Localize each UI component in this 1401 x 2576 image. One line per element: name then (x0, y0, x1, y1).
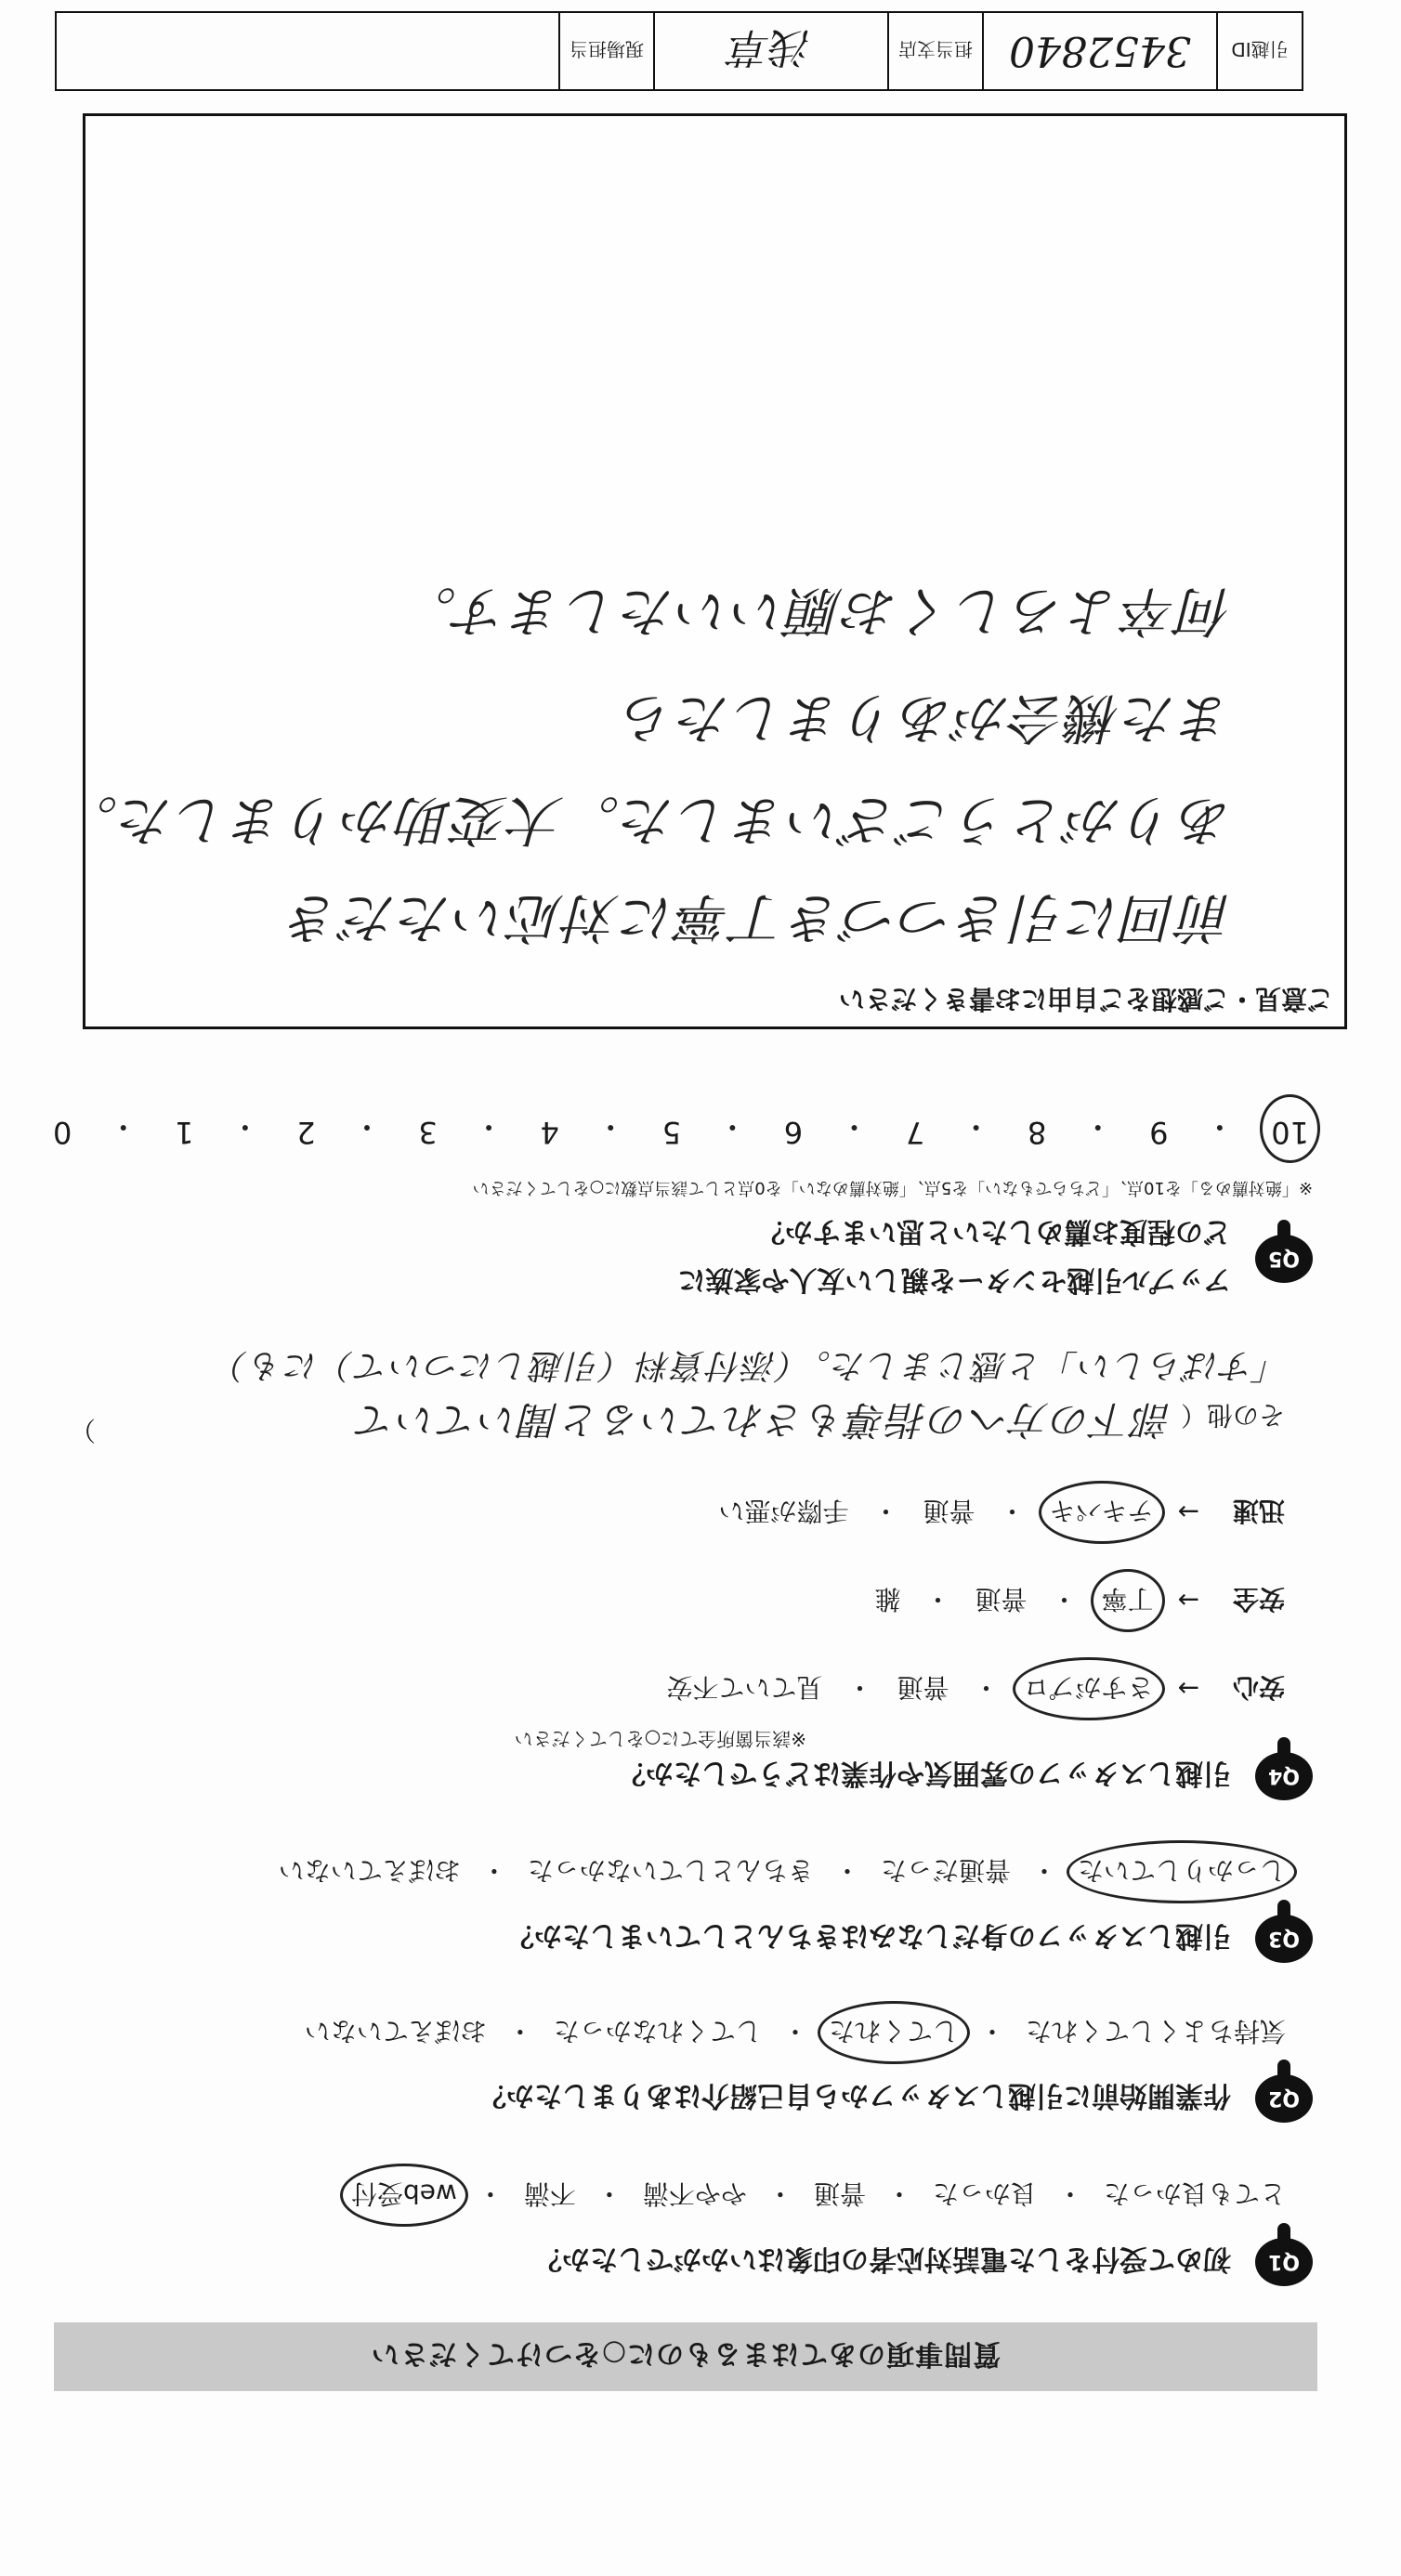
q4-option-selected[interactable]: 丁寧 (1098, 1582, 1158, 1619)
branch-label: 担当支店 (887, 13, 982, 89)
q1-option[interactable]: 良かった (932, 2178, 1037, 2209)
instruction-banner: 質問事項のあてはまるものに○をつけてください (54, 2322, 1317, 2391)
comment-line: ありがとうございました。大変助かりました。 (61, 789, 1233, 852)
q3-options: しっかりしていた ・ 普通だった ・ きちんとしていなかった ・ おぼえていない (275, 1853, 1290, 1890)
question-5 (678, 1214, 1314, 1303)
q3-option[interactable]: 普通だった (880, 1855, 1011, 1886)
q4-row-jinsoku: 迅速 → テキパキ ・ 普通 ・ 手際が悪い (714, 1494, 1285, 1531)
header-table (55, 11, 1303, 91)
q4-row-anzen: 安全 → 丁寧 ・ 普通 ・ 雑 (871, 1582, 1285, 1619)
q4-option[interactable]: 見ていて不安 (666, 1672, 823, 1703)
q4-other: その他（ 部下の方への指導もされていると聞いていて ） (69, 1397, 1285, 1445)
q4-option[interactable]: 普通 (897, 1672, 949, 1703)
q4-other-handwriting-2[interactable]: 「すばらしい」と感じました。（添付資料（引越しについて）にも） (212, 1346, 1290, 1384)
q2-option[interactable]: してくれなかった (553, 2016, 762, 2046)
q4-option[interactable]: 普通 (975, 1584, 1028, 1615)
q2-badge: Q2 (1255, 2074, 1313, 2123)
q4-text: 引越しスタッフの雰囲気や作業はどうでしたか？ (618, 1757, 1231, 1789)
leader-label: 現場担当 (558, 13, 653, 89)
q1-options: とても良かった ・ 良かった ・ 普通 ・ やや不満 ・ 不満 ・ web受付 (347, 2177, 1290, 2214)
comment-line: 前回に引きつづき丁寧に対応いただき (284, 886, 1233, 949)
q5-score[interactable]: 7 (905, 1115, 925, 1150)
q5-score[interactable]: 0 (53, 1115, 72, 1150)
q5-text-2: どの程度お薦めしたいと思いますか？ (757, 1215, 1231, 1248)
q1-option[interactable]: とても良かった (1103, 2178, 1286, 2209)
q4-row-label: 安心 (1232, 1672, 1285, 1703)
leader-value[interactable] (57, 13, 558, 89)
q4-badge: Q4 (1255, 1752, 1313, 1800)
q4-option[interactable]: 普通 (923, 1496, 975, 1526)
q1-option-selected[interactable]: web受付 (347, 2177, 461, 2214)
q2-option-selected[interactable]: してくれた (825, 2014, 962, 2051)
q4-option[interactable]: 手際が悪い (718, 1496, 849, 1526)
arrow-icon: → (1177, 1585, 1199, 1616)
q5-score[interactable]: 1 (175, 1115, 194, 1150)
q5-score[interactable]: 3 (418, 1115, 438, 1150)
q4-option-selected[interactable]: テキパキ (1046, 1494, 1158, 1531)
id-label: 引越ID (1216, 13, 1302, 89)
q3-option-selected[interactable]: しっかりしていた (1074, 1853, 1290, 1890)
q4-row-label: 迅速 (1232, 1496, 1285, 1526)
question-4 (618, 1752, 1313, 1800)
question-3 (506, 1915, 1313, 1963)
q2-options: 気持ちよくしてくれた ・ してくれた ・ してくれなかった ・ おぼえていない (301, 2014, 1290, 2051)
q5-score[interactable]: 5 (661, 1115, 682, 1150)
comment-box[interactable] (61, 113, 1347, 1029)
q4-option-selected[interactable]: さすがプロ (1020, 1670, 1158, 1707)
q5-score-selected[interactable]: 10 (1267, 1107, 1313, 1150)
q5-score[interactable]: 2 (296, 1115, 316, 1150)
question-1 (534, 2238, 1313, 2286)
q4-other-label: その他（ (1180, 1400, 1285, 1431)
q1-option[interactable]: 不満 (523, 2178, 576, 2209)
arrow-icon: → (1177, 1673, 1199, 1705)
q2-option[interactable]: 気持ちよくしてくれた (1025, 2016, 1286, 2046)
q4-row-label: 安全 (1232, 1584, 1285, 1615)
q3-text: 引越しスタッフの身だしなみはきちんとしていましたか？ (506, 1919, 1231, 1952)
comment-line: また機会がありましたら (619, 686, 1233, 750)
branch-value[interactable]: 浅草 (653, 13, 887, 89)
q5-scale: 10 ・ 9 ・ 8 ・ 7 ・ 6 ・ 5 ・ 4 ・ 3 ・ 2 ・ 1 ・ 0 (49, 1107, 1313, 1150)
comment-line: 何卒よろしくお願いいたします。 (400, 580, 1233, 643)
comment-title: ご意見・ご感想をご自由にお書きください (838, 984, 1333, 1014)
q1-badge: Q1 (1255, 2238, 1313, 2286)
q5-score[interactable]: 8 (1028, 1115, 1047, 1150)
q1-option[interactable]: 普通 (813, 2178, 866, 2209)
q5-badge: Q5 (1255, 1235, 1313, 1283)
q5-score[interactable]: 9 (1149, 1115, 1169, 1150)
q4-option[interactable]: 雑 (874, 1584, 901, 1615)
arrow-icon: → (1177, 1497, 1199, 1528)
question-2 (478, 2074, 1313, 2123)
id-value[interactable]: 3452840 (982, 13, 1216, 89)
q1-text: 初めて受付をした電話対応者の印象はいかがでしたか？ (534, 2243, 1231, 2275)
q1-option[interactable]: やや不満 (642, 2178, 747, 2209)
q4-row-anshin: 安心 → さすがプロ ・ 普通 ・ 見ていて不安 (662, 1670, 1285, 1707)
q3-badge: Q3 (1255, 1915, 1313, 1963)
q2-text: 作業開始前に引越しスタッフから自己紹介はありましたか？ (478, 2079, 1231, 2112)
q5-score[interactable]: 4 (540, 1115, 559, 1150)
q4-other-handwriting-1[interactable]: 部下の方への指導もされていると聞いていて (355, 1397, 1173, 1443)
q5-text-1: アップル引越センターを親しい友人や家族に (677, 1263, 1231, 1296)
q5-note: ※「絶対薦める」を10点、「どちらでもない」を5点、「絶対薦めない」を0点として該当点数に○をしてください (472, 1178, 1313, 1197)
q4-note: ※該当箇所全てに○をしてください (514, 1728, 806, 1750)
q3-option[interactable]: きちんとしていなかった (527, 1855, 814, 1886)
q3-option[interactable]: おぼえていない (278, 1855, 461, 1886)
q5-score[interactable]: 6 (783, 1115, 804, 1150)
q2-option[interactable]: おぼえていない (304, 2016, 487, 2046)
